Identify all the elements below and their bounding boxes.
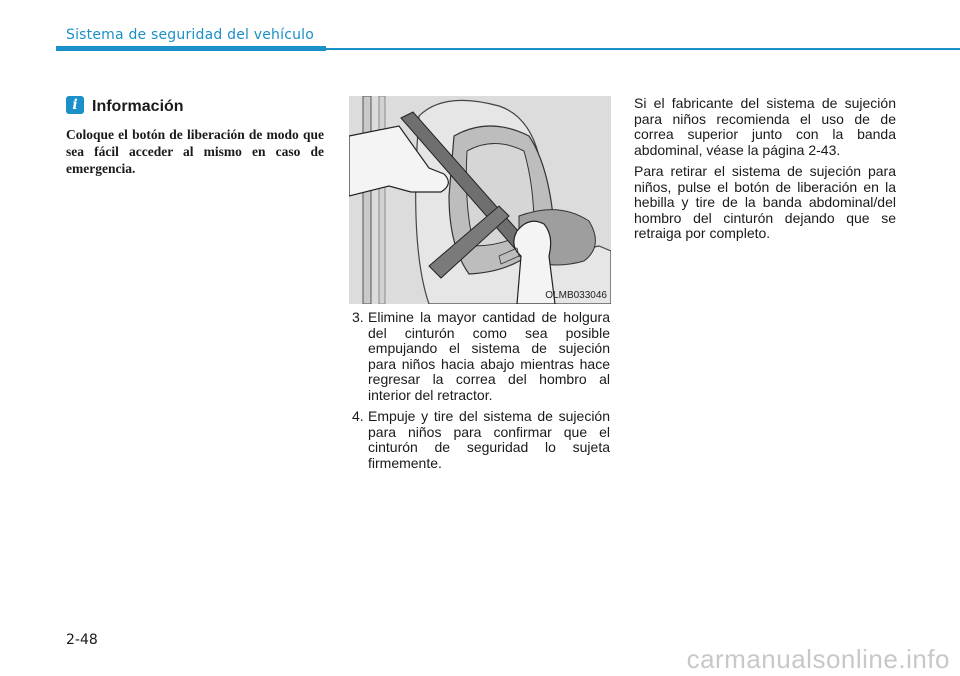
paragraph: Para retirar el sistema de sujeción para niños, pulse el botón de liberación en la hebilla y tire de la banda abdominal/del hombro del cinturón dejando que se retraiga por completo.: [634, 163, 896, 241]
steps-list: [352, 310, 610, 477]
illustration-drawing: [349, 96, 611, 304]
info-title: Información: [92, 98, 184, 115]
page-number: 2-48: [66, 632, 98, 648]
step-item: [352, 409, 610, 471]
step-text: Elimine la mayor cantidad de holgura del cinturón como sea posible empujando el sistema de sujeción para niños hacia abajo mientras hace regresar la correa del hombro al interior del retractor.: [368, 309, 610, 403]
step-text: Empuje y tire del sistema de sujeción para niños para confirmar que el cinturón de seguridad lo sujeta firmemente.: [368, 408, 610, 471]
section-title: Sistema de seguridad del vehículo: [66, 27, 315, 43]
info-icon: i: [66, 96, 84, 114]
header-divider: [326, 48, 960, 50]
watermark: carmanualsonline.info: [686, 644, 950, 674]
figure-caption: OLMB033046: [545, 290, 607, 301]
paragraph: Si el fabricante del sistema de sujeción para niños recomienda el uso de de correa superior junto con la banda abdominal, véase la página 2-43.: [634, 95, 896, 158]
right-column: [634, 96, 896, 248]
step-item: [352, 310, 610, 403]
step-number: 3.: [352, 309, 364, 325]
header-accent-bar: [56, 46, 326, 51]
child-seat-illustration: [349, 96, 611, 304]
info-body: Coloque el botón de liberación de modo que sea fácil acceder al mismo en caso de emergencia.: [66, 127, 324, 176]
step-number: 4.: [352, 408, 364, 424]
